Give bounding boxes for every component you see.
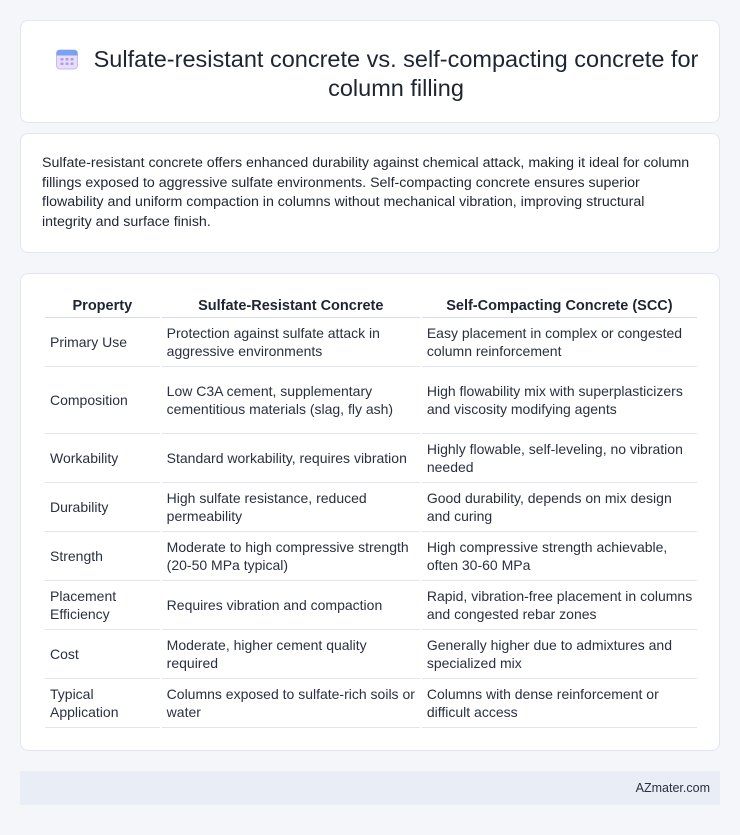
header-sulfate-resistant: Sulfate-Resistant Concrete — [162, 296, 420, 318]
comparison-table-card — [20, 273, 720, 751]
table-row — [45, 630, 697, 679]
row-property: Typical Application — [45, 679, 160, 728]
table-row — [45, 434, 697, 483]
summary-text: Sulfate-resistant concrete offers enhanced durability against chemical attack, making it ideal for column fillings exposed to aggressive sulfate environments. Self-compacting concrete ensures superior flowability and uniform compaction in columns without mechanical vibration, improving structural integrity and surface finish. — [42, 155, 690, 230]
comparison-table — [43, 296, 699, 728]
row-sulfate-value: Standard workability, requires vibration — [162, 434, 420, 483]
row-sulfate-value: Moderate to high compressive strength (20-50 MPa typical) — [162, 532, 420, 581]
header-self-compacting: Self-Compacting Concrete (SCC) — [422, 296, 697, 318]
row-property: Cost — [45, 630, 160, 679]
row-property: Strength — [45, 532, 160, 581]
header-property: Property — [45, 296, 160, 318]
summary-card — [20, 133, 720, 253]
row-scc-value: Easy placement in complex or congested column reinforcement — [422, 318, 697, 367]
row-scc-value: Rapid, vibration-free placement in columns and congested rebar zones — [422, 581, 697, 630]
row-property: Durability — [45, 483, 160, 532]
row-sulfate-value: Moderate, higher cement quality required — [162, 630, 420, 679]
row-property: Composition — [45, 367, 160, 434]
row-sulfate-value: Requires vibration and compaction — [162, 581, 420, 630]
row-property: Placement Efficiency — [45, 581, 160, 630]
row-sulfate-value: Columns exposed to sulfate-rich soils or water — [162, 679, 420, 728]
table-header-row — [45, 296, 697, 318]
table-row — [45, 532, 697, 581]
title-card — [20, 20, 720, 123]
row-scc-value: Highly flowable, self-leveling, no vibration needed — [422, 434, 697, 483]
table-row — [45, 367, 697, 434]
row-scc-value: Columns with dense reinforcement or difficult access — [422, 679, 697, 728]
page-title: Sulfate-resistant concrete vs. self-compacting concrete for column filling — [93, 46, 699, 101]
row-scc-value: High flowability mix with superplasticizers and viscosity modifying agents — [422, 367, 697, 434]
row-sulfate-value: Low C3A cement, supplementary cementitious materials (slag, fly ash) — [162, 367, 420, 434]
footer-brand: AZmater.com — [635, 781, 710, 795]
table-row — [45, 679, 697, 728]
row-scc-value: Generally higher due to admixtures and specialized mix — [422, 630, 697, 679]
row-scc-value: High compressive strength achievable, often 30-60 MPa — [422, 532, 697, 581]
footer-bar — [20, 771, 720, 805]
row-property: Primary Use — [45, 318, 160, 367]
row-sulfate-value: High sulfate resistance, reduced permeability — [162, 483, 420, 532]
row-scc-value: Good durability, depends on mix design and curing — [422, 483, 697, 532]
table-row — [45, 483, 697, 532]
row-sulfate-value: Protection against sulfate attack in aggressive environments — [162, 318, 420, 367]
table-row — [45, 581, 697, 630]
row-property: Workability — [45, 434, 160, 483]
table-row — [45, 318, 697, 367]
